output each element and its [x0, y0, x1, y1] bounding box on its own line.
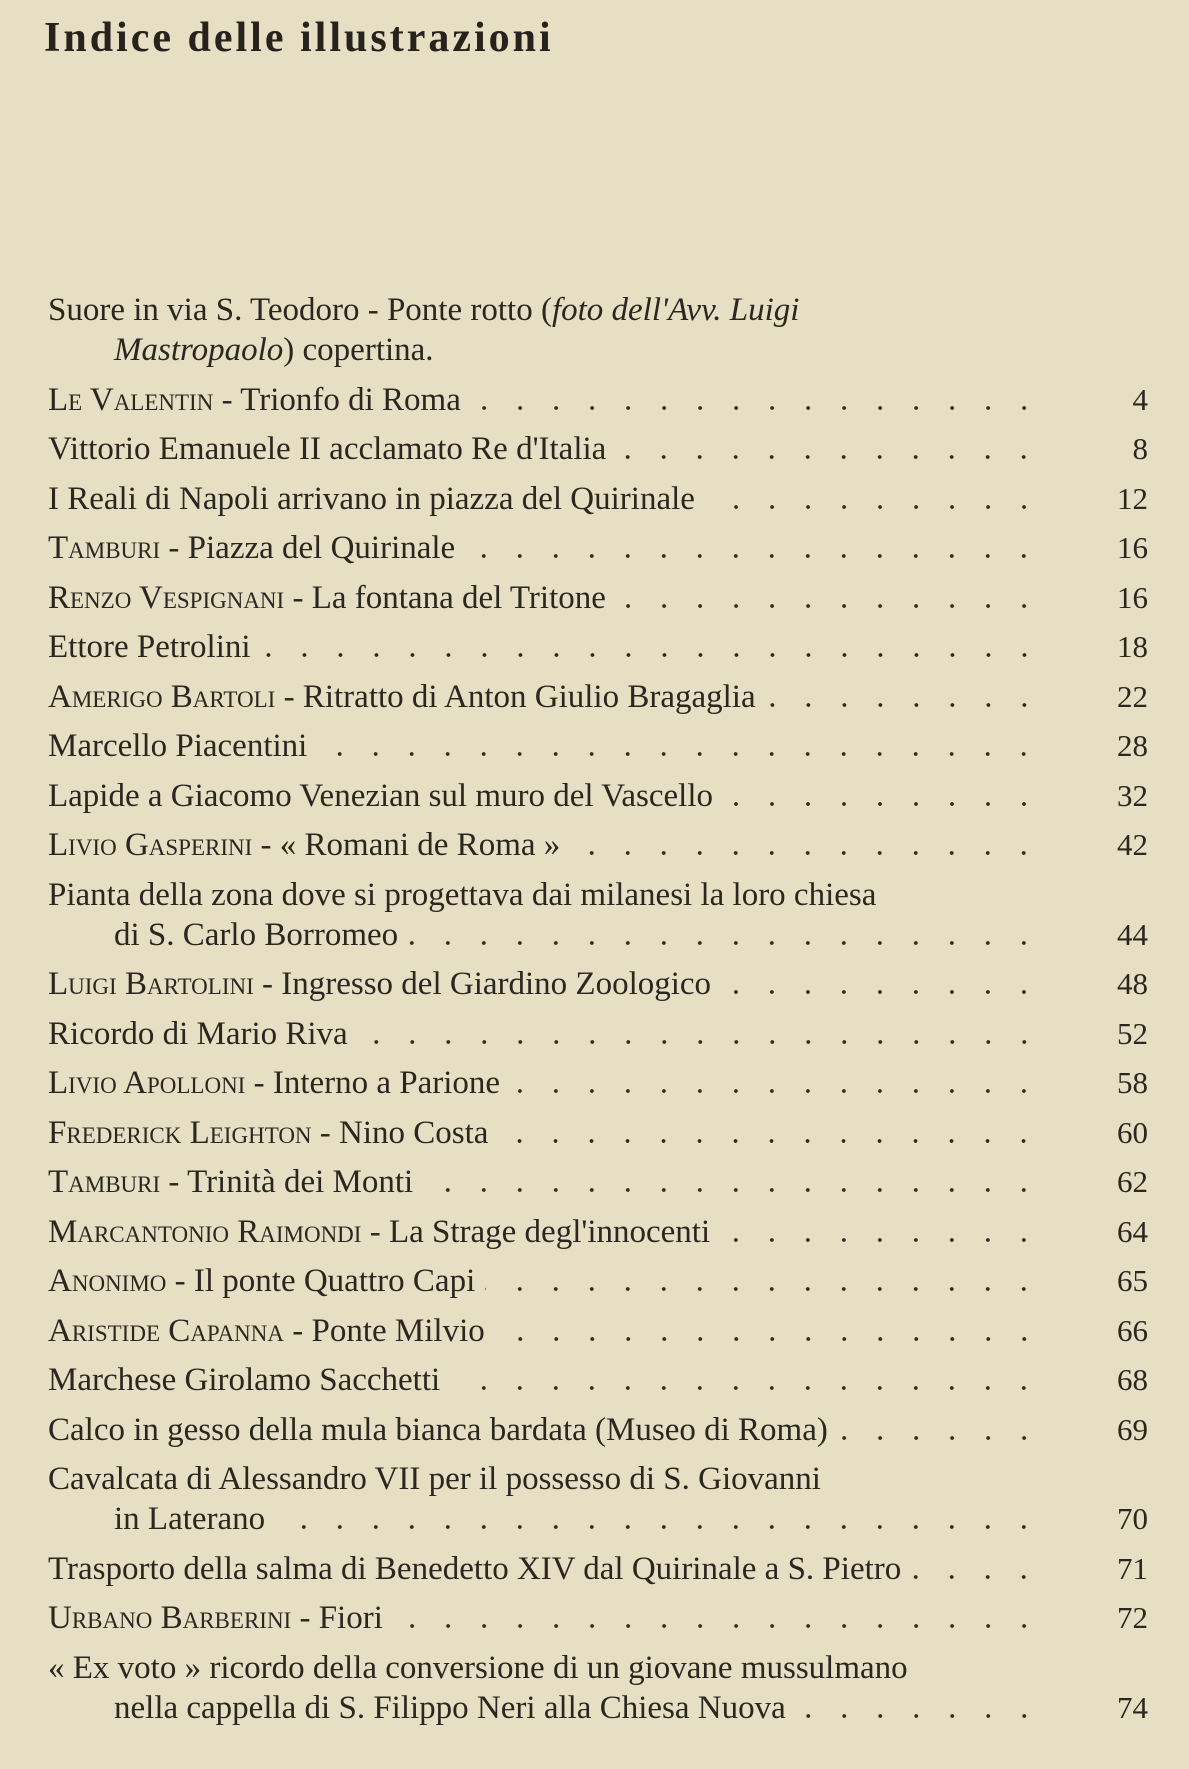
index-entry	[48, 380, 1148, 420]
page-number: 58	[1117, 1065, 1148, 1100]
entry-author: Marcantonio Raimondi	[48, 1213, 362, 1250]
photo-credit: foto dell'Avv. Luigi	[551, 292, 800, 328]
page-number: 72	[1117, 1600, 1148, 1635]
page-title: Indice delle illustrazioni	[44, 15, 554, 61]
index-entry	[48, 1113, 1148, 1153]
dot-leader	[317, 750, 1042, 758]
dot-leader	[261, 651, 1042, 659]
page-number: 28	[1117, 728, 1148, 763]
index-entry	[48, 1549, 1148, 1589]
index-entry	[48, 1598, 1148, 1638]
index-entry	[48, 776, 1148, 816]
entry-title: - Nino Costa	[311, 1114, 489, 1151]
dot-leader	[796, 1712, 1042, 1720]
index-entry	[48, 1360, 1148, 1400]
index-entry	[48, 875, 1148, 955]
index-entry	[48, 1063, 1148, 1103]
entry-title: Calco in gesso della mula bianca bardata (Museo di Roma)	[48, 1411, 828, 1448]
entry-author: Tamburi	[48, 530, 161, 566]
entry-title: Cavalcata di Alessandro VII per il possesso di S. Giovanni	[48, 1461, 821, 1497]
illustrations-index	[48, 290, 1148, 1737]
index-entry	[48, 677, 1148, 717]
page-number: 64	[1117, 1213, 1148, 1249]
entry-author: Livio Apolloni	[48, 1065, 246, 1101]
dot-leader	[838, 1434, 1042, 1442]
dot-leader	[498, 1137, 1042, 1145]
entry-title: Trasporto della salma di Benedetto XIV dal Quirinale a S. Pietro	[48, 1550, 902, 1587]
dot-leader	[911, 1573, 1042, 1581]
entry-title: Lapide a Giacomo Venezian sul muro del Vascello	[48, 777, 713, 814]
index-entry	[48, 726, 1148, 766]
entry-author: Anonimo	[48, 1263, 167, 1299]
index-entry	[48, 1014, 1148, 1054]
entry-author: Urbano Barberini	[48, 1600, 292, 1636]
entry-author: Renzo Vespignani	[48, 579, 285, 616]
page-number: 62	[1117, 1164, 1148, 1199]
page-number: 18	[1117, 629, 1148, 664]
dot-leader	[616, 602, 1042, 610]
dot-leader	[495, 1335, 1042, 1343]
entry-title: I Reali di Napoli arrivano in piazza del Quirinale	[48, 480, 695, 517]
dot-leader	[393, 1622, 1042, 1630]
page-number: 16	[1117, 530, 1148, 565]
dot-leader	[510, 1087, 1042, 1095]
page-number: 4	[1132, 381, 1148, 417]
page-number: 65	[1117, 1263, 1148, 1298]
index-entry	[48, 528, 1148, 568]
index-entry	[48, 627, 1148, 667]
index-entry	[48, 1261, 1148, 1301]
entry-title-continued: di S. Carlo Borromeo	[114, 916, 399, 953]
entry-title: - Il ponte Quattro Capi	[166, 1263, 476, 1299]
page-number: 71	[1117, 1550, 1148, 1586]
page-number: 8	[1132, 431, 1148, 466]
entry-title: - Trinità dei Monti	[160, 1164, 414, 1200]
photo-credit-name: Mastropaolo	[114, 332, 284, 368]
dot-leader	[450, 1384, 1042, 1392]
entry-title: Marcello Piacentini	[48, 728, 308, 764]
index-entry	[48, 290, 1148, 370]
page-number: 12	[1117, 480, 1148, 516]
entry-author: Le Valentin	[48, 381, 214, 418]
page-number: 60	[1117, 1114, 1148, 1150]
dot-leader	[358, 1038, 1042, 1046]
index-entry	[48, 479, 1148, 519]
index-entry	[48, 1459, 1148, 1539]
page-number: 69	[1117, 1411, 1148, 1447]
index-entry	[48, 1311, 1148, 1351]
dot-leader	[720, 1236, 1042, 1244]
entry-title: - Ponte Milvio	[283, 1312, 485, 1349]
dot-leader	[408, 939, 1042, 947]
index-entry	[48, 429, 1148, 469]
dot-leader	[485, 1285, 1042, 1293]
dot-leader	[423, 1186, 1042, 1194]
dot-leader	[570, 849, 1042, 857]
entry-title: - Ritratto di Anton Giulio Bragaglia	[275, 678, 756, 715]
page-number: 48	[1117, 966, 1148, 1001]
dot-leader	[723, 800, 1042, 808]
index-entry	[48, 1648, 1148, 1728]
entry-title: Vittorio Emanuele II acclamato Re d'Italia	[48, 431, 607, 467]
dot-leader	[616, 453, 1042, 461]
entry-title: « Ex voto » ricordo della conversione di un giovane mussulmano	[48, 1649, 908, 1686]
entry-title: Ricordo di Mario Riva	[48, 1015, 348, 1052]
page-number: 52	[1117, 1015, 1148, 1051]
entry-author: Livio Gasperini	[48, 827, 253, 863]
page-number: 22	[1117, 678, 1148, 714]
entry-title: Marchese Girolamo Sacchetti	[48, 1362, 441, 1398]
entry-title-continued: in Laterano	[114, 1501, 266, 1537]
entry-title: - Fiori	[291, 1600, 383, 1636]
entry-author: Tamburi	[48, 1164, 161, 1200]
entry-title: Ettore Petrolini	[48, 629, 251, 665]
entry-title: - La fontana del Tritone	[284, 579, 606, 616]
page-number: 68	[1117, 1362, 1148, 1397]
entry-title: - Trionfo di Roma	[213, 381, 461, 418]
entry-author: Amerigo Bartoli	[48, 678, 276, 715]
entry-title: Pianta della zona dove si progettava dai milanesi la loro chiesa	[48, 876, 877, 913]
entry-title: - Piazza del Quirinale	[160, 530, 456, 566]
page-number: 16	[1117, 579, 1148, 615]
entry-title: Suore in via S. Teodoro - Ponte rotto (	[48, 292, 552, 328]
index-entry	[48, 1410, 1148, 1450]
page-number: 42	[1117, 827, 1148, 862]
cover-note: ) copertina.	[283, 332, 434, 368]
index-entry	[48, 964, 1148, 1004]
dot-leader	[275, 1523, 1042, 1531]
entry-title: - La Strage degl'innocenti	[361, 1213, 711, 1250]
entry-title: - Ingresso del Giardino Zoologico	[253, 966, 712, 1002]
entry-title-continued: nella cappella di S. Filippo Neri alla Chiesa Nuova	[114, 1689, 786, 1726]
entry-author: Aristide Capanna	[48, 1312, 284, 1349]
page-number: 66	[1117, 1312, 1148, 1348]
entry-title: - Interno a Parione	[245, 1065, 501, 1101]
dot-leader	[766, 701, 1042, 709]
index-entry	[48, 578, 1148, 618]
page-number: 44	[1117, 916, 1148, 952]
dot-leader	[705, 503, 1042, 511]
page-number: 70	[1117, 1501, 1148, 1536]
entry-author: Frederick Leighton	[48, 1114, 312, 1151]
page-number: 74	[1117, 1689, 1148, 1725]
index-entry	[48, 1162, 1148, 1202]
index-entry	[48, 825, 1148, 865]
entry-title: - « Romani de Roma »	[252, 827, 561, 863]
dot-leader	[721, 988, 1042, 996]
page-number: 32	[1117, 777, 1148, 813]
dot-leader	[471, 404, 1042, 412]
index-entry	[48, 1212, 1148, 1252]
dot-leader	[465, 552, 1042, 560]
entry-author: Luigi Bartolini	[48, 966, 254, 1002]
